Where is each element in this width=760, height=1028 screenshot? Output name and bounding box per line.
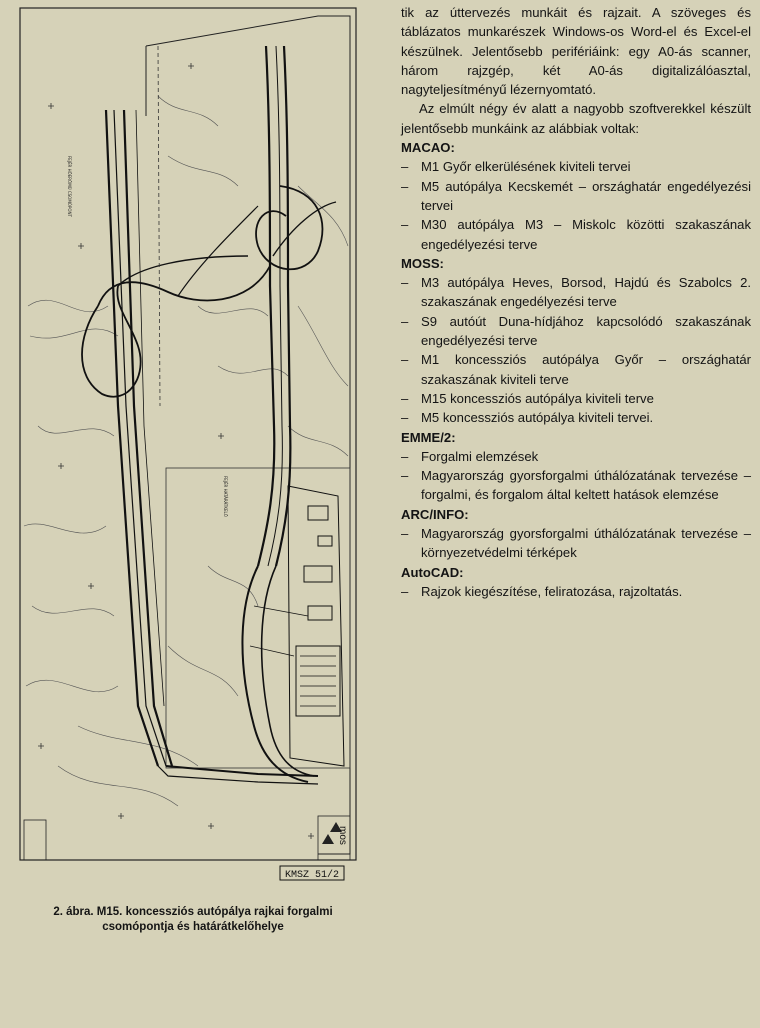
list-item: – Forgalmi elemzések bbox=[401, 448, 539, 464]
list-item: – M1 Győr elkerülésének kiviteli tervei bbox=[401, 159, 631, 175]
list-item: – M3 autópálya Heves, Borsod, Hajdú és Szabolcs 2. szakaszának engedélyezési terve bbox=[401, 275, 751, 310]
article-text-column bbox=[401, 3, 751, 601]
list-item: – Magyarország gyorsforgalmi úthálózatának tervezése – forgalmi, és forgalom által keltett hatások elemzése bbox=[401, 468, 751, 503]
grid-crosses bbox=[38, 63, 314, 839]
border-crossing-area bbox=[250, 486, 344, 766]
caption-line-1: 2. ábra. M15. koncessziós autópálya rajkai forgalmi bbox=[53, 906, 333, 918]
list-item: – S9 autóút Duna-hídjához kapcsolódó szakaszának engedélyezési terve bbox=[401, 313, 751, 349]
list-item: – M30 autópálya M3 – Miskolc közötti szakaszának engedélyezési terve bbox=[401, 217, 751, 252]
list-item: – Rajzok kiegészítése, feliratozása, rajzoltatás. bbox=[401, 583, 683, 599]
sheet-frame bbox=[20, 8, 356, 860]
section-heading-autocad: AutoCAD: bbox=[401, 564, 464, 580]
drawing-svg bbox=[18, 6, 364, 886]
sheet-stamp: KMSZ 51/2 bbox=[284, 870, 340, 881]
drawing-label-lower: FEJÉR HATÁRÁTKELŐ bbox=[223, 476, 228, 517]
interchange-loops bbox=[82, 186, 336, 397]
list-item: – Magyarország gyorsforgalmi úthálózatának tervezése – környezetvédelmi térképek bbox=[401, 526, 751, 561]
intro-paragraph: tik az úttervezés munkáit és rajzait. A szöveges és táblázatos munkarészek Windows-os Word-el és Excel-el készülnek. Jelentősebb perifériáink: egy A0-ás scanner, három rajzgép, két A0-ás digitalizálóasztal, nagyteljesítményű lézernyomtató. bbox=[401, 5, 751, 98]
motorway-alignment bbox=[242, 46, 314, 782]
figure-caption bbox=[0, 905, 386, 935]
section-heading-arcinfo: ARC/INFO: bbox=[401, 506, 469, 522]
section-heading-emme2: EMME/2: bbox=[401, 429, 456, 445]
section-heading-moss: MOSS: bbox=[401, 255, 444, 271]
lead-paragraph: Az elmúlt négy év alatt a nagyobb szoftverekkel készült jelentősebb munkáink az alábbiak voltak: bbox=[401, 101, 751, 136]
list-item: – M5 koncessziós autópálya kiviteli tervei. bbox=[401, 410, 654, 426]
highway-corridor bbox=[106, 110, 318, 784]
highway-drawing-figure bbox=[18, 6, 364, 886]
section-heading-macao: MACAO: bbox=[401, 140, 455, 156]
drawing-label-upper: FEJÉR HŐERŐMŰ CSOMÓPONT bbox=[67, 156, 72, 217]
list-item: – M15 koncessziós autópálya kiviteli terve bbox=[401, 390, 654, 406]
list-item: – M1 koncessziós autópálya Győr – országhatár szakaszának kiviteli terve bbox=[401, 352, 751, 387]
list-item: – M5 autópálya Kecskemét – országhatár engedélyezési tervei bbox=[401, 178, 751, 213]
logo-text: mos bbox=[337, 826, 348, 845]
caption-line-2: csomópontja és határátkelőhelye bbox=[102, 921, 284, 933]
